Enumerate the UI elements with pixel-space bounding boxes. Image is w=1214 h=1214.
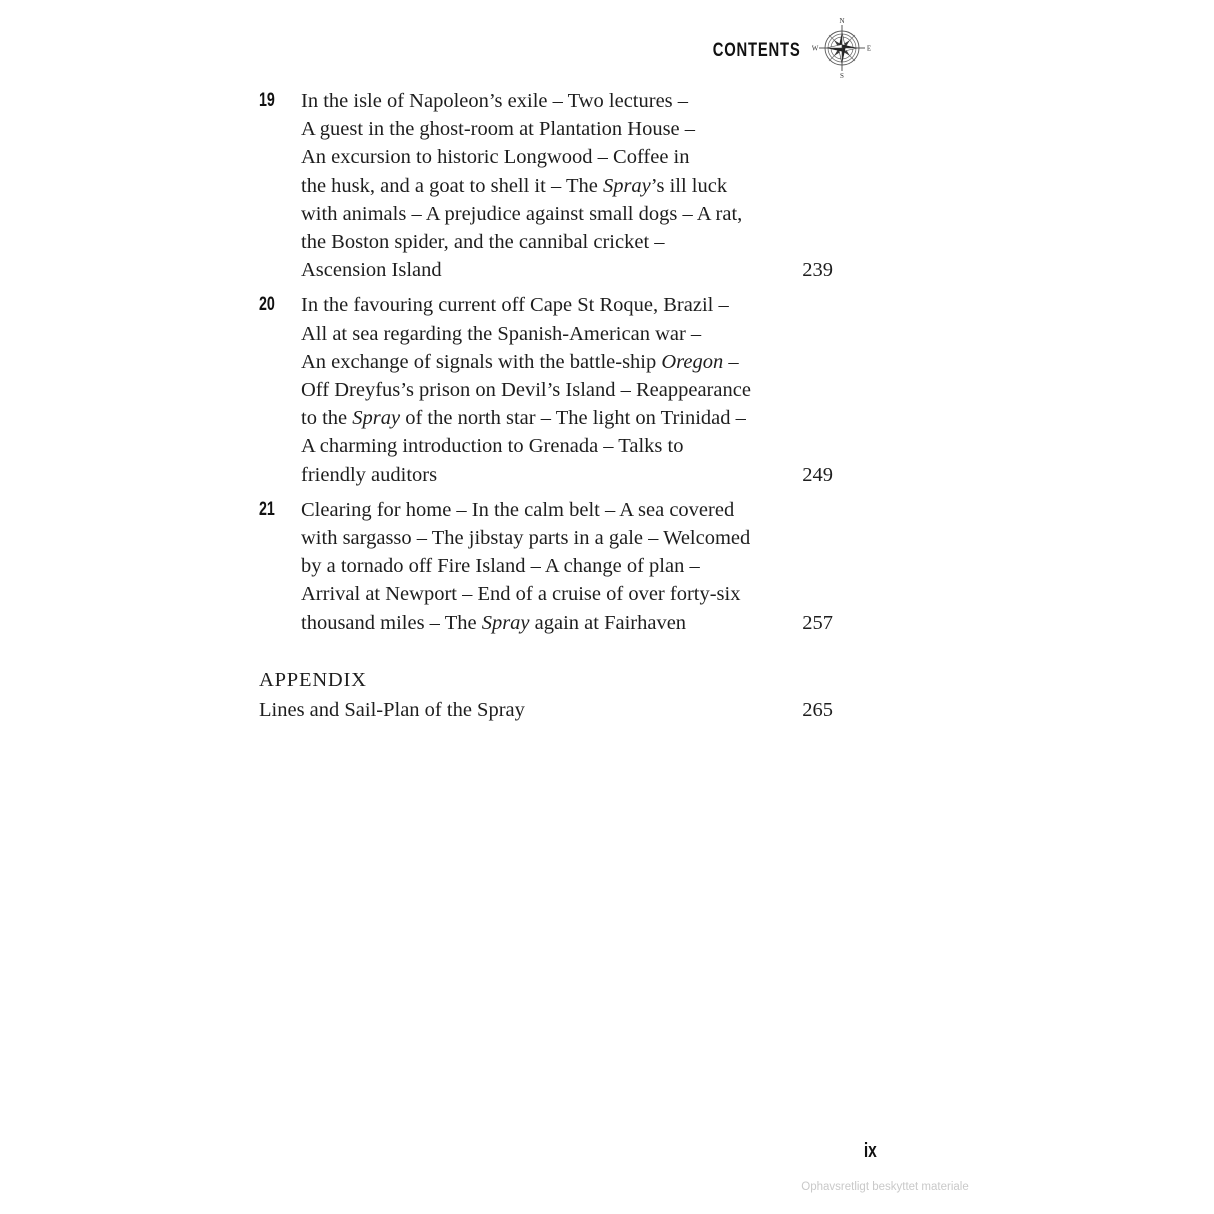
toc-line: A charming introduction to Grenada – Talks to bbox=[301, 435, 684, 458]
toc-line: the Boston spider, and the cannibal cricket – bbox=[301, 231, 665, 254]
toc-line: All at sea regarding the Spanish-American war – bbox=[301, 322, 702, 345]
toc-entry bbox=[259, 291, 833, 488]
folio-text: ix bbox=[863, 1140, 877, 1162]
page-title-text: CONTENTS bbox=[712, 40, 800, 61]
toc-entry bbox=[259, 87, 833, 284]
appendix-section bbox=[259, 666, 833, 724]
toc-line: by a tornado off Fire Island – A change of plan – bbox=[301, 555, 700, 578]
toc-line: A guest in the ghost-room at Plantation House – bbox=[301, 118, 696, 141]
compass-label-south: S bbox=[840, 72, 844, 80]
appendix-entry bbox=[259, 696, 833, 724]
toc-line: the husk, and a goat to shell it – The Spray’s ill luck bbox=[301, 174, 728, 197]
page-number: 265 bbox=[802, 699, 833, 722]
toc-entries bbox=[259, 87, 833, 644]
toc-line: An excursion to historic Longwood – Coffee in bbox=[301, 146, 690, 169]
toc-line: In the favouring current off Cape St Roque, Brazil – bbox=[301, 294, 729, 317]
toc-line: In the isle of Napoleon’s exile – Two lectures – bbox=[301, 90, 689, 112]
toc-line: with sargasso – The jibstay parts in a gale – Welcomed bbox=[301, 527, 751, 550]
toc-entry bbox=[259, 496, 833, 637]
toc-line: with animals – A prejudice against small dogs – A rat, bbox=[301, 202, 743, 225]
compass-rose-icon bbox=[812, 16, 872, 80]
appendix-heading: APPENDIX bbox=[259, 669, 367, 691]
page-number: 257 bbox=[802, 611, 833, 634]
toc-line: to the Spray of the north star – The light on Trinidad – bbox=[301, 407, 746, 430]
page-title bbox=[560, 40, 800, 62]
toc-entry-text bbox=[301, 496, 833, 637]
page-number: 249 bbox=[802, 463, 833, 486]
toc-line: friendly auditors 249 bbox=[301, 461, 833, 489]
appendix-title: Lines and Sail-Plan of the Spray bbox=[259, 699, 525, 722]
toc-line: Off Dreyfus’s prison on Devil’s Island – Reappearance bbox=[301, 379, 751, 402]
toc-entry-text bbox=[301, 291, 833, 488]
toc-entry-text bbox=[301, 87, 833, 284]
compass-label-east: E bbox=[866, 44, 872, 53]
compass-label-west: W bbox=[812, 44, 819, 53]
toc-line: An exchange of signals with the battle-ship Oregon – bbox=[301, 350, 739, 373]
copyright-notice: Ophavsretligt beskyttet materiale bbox=[801, 1181, 969, 1193]
folio-page-number bbox=[820, 1140, 920, 1163]
toc-line: Arrival at Newport – End of a cruise of over forty-six bbox=[301, 583, 741, 606]
chapter-number: 20 bbox=[259, 294, 275, 316]
page-number: 239 bbox=[802, 259, 833, 282]
toc-line: thousand miles – The Spray again at Fairhaven 257 bbox=[301, 609, 833, 637]
toc-line: Clearing for home – In the calm belt – A sea covered bbox=[301, 498, 735, 521]
toc-line: Ascension Island 239 bbox=[301, 256, 833, 284]
compass-label-north: N bbox=[839, 17, 845, 25]
chapter-number: 19 bbox=[259, 90, 275, 111]
chapter-number: 21 bbox=[259, 498, 275, 520]
